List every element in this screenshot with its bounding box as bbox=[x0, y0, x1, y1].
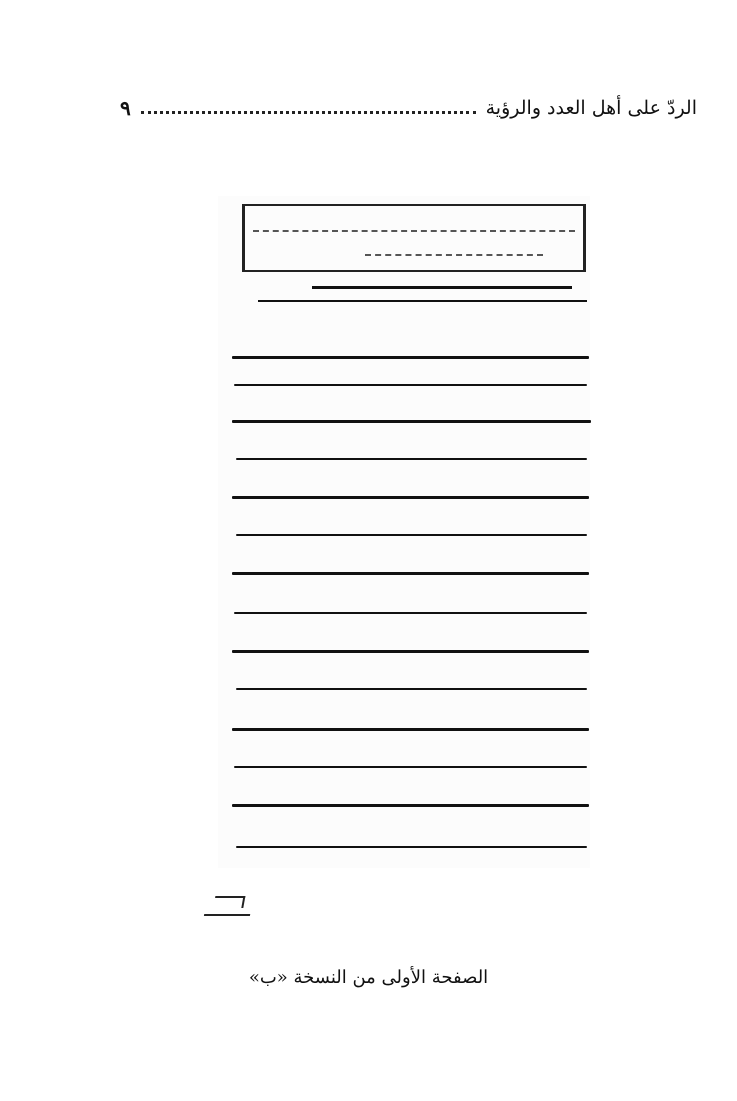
manuscript-line bbox=[236, 846, 587, 848]
manuscript-line bbox=[258, 300, 587, 302]
manuscript-catchword bbox=[204, 892, 254, 916]
manuscript-line bbox=[232, 356, 589, 359]
manuscript-line bbox=[234, 384, 587, 386]
manuscript-line bbox=[236, 534, 587, 536]
library-stamp bbox=[242, 204, 586, 272]
header-title: الردّ على أهل العدد والرؤية bbox=[485, 97, 697, 119]
header-leader-dots bbox=[141, 111, 476, 114]
manuscript-line bbox=[232, 804, 589, 807]
running-header bbox=[120, 84, 697, 120]
page-number: ٩ bbox=[120, 96, 131, 120]
stamp-line-1 bbox=[253, 230, 575, 232]
manuscript-line bbox=[232, 496, 589, 499]
manuscript-line bbox=[232, 572, 589, 575]
figure-caption: الصفحة الأولى من النسخة «ب» bbox=[248, 967, 489, 988]
manuscript-line bbox=[234, 766, 587, 768]
manuscript-line bbox=[232, 650, 589, 653]
manuscript-line bbox=[234, 612, 587, 614]
manuscript-line bbox=[236, 458, 587, 460]
manuscript-line bbox=[236, 688, 587, 690]
manuscript-line bbox=[232, 420, 591, 423]
manuscript-line bbox=[232, 728, 589, 731]
manuscript-basmala-line bbox=[312, 286, 572, 289]
stamp-line-2 bbox=[365, 254, 543, 256]
